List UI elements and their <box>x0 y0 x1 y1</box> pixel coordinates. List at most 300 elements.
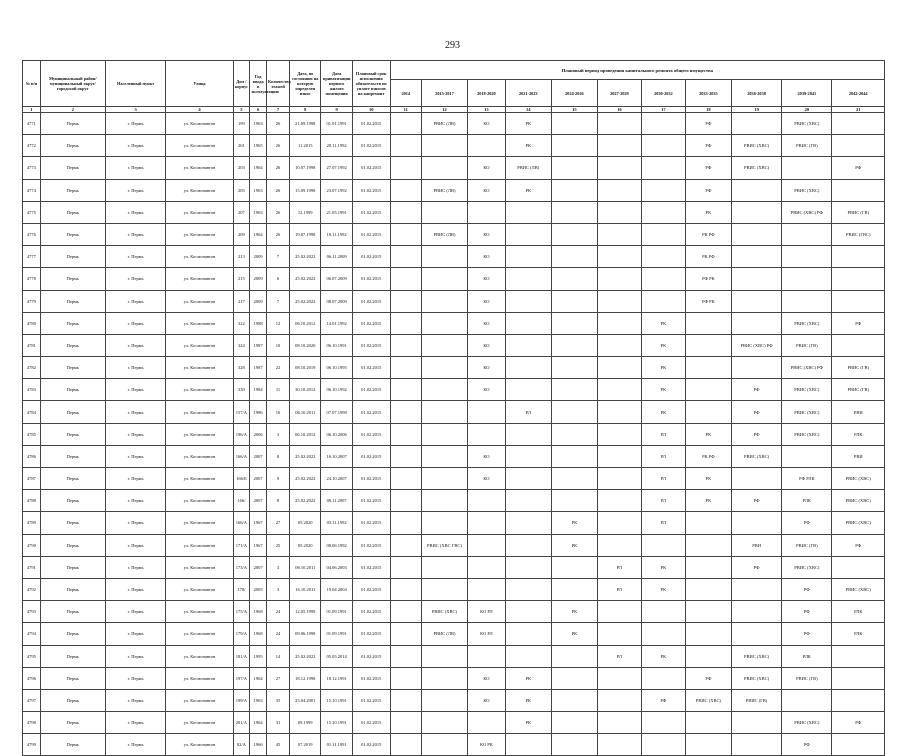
period-cell <box>641 246 685 268</box>
header-planned-deadline: Плановый срок исполнения обязательств по уплате взносов на капремонт <box>352 61 390 107</box>
planned-deadline-cell: 01.02.2015 <box>352 246 390 268</box>
floors-cell: 35 <box>267 689 290 711</box>
period-cell <box>641 223 685 245</box>
street-cell: ул. Космонавтов <box>166 312 233 334</box>
period-cell <box>421 246 467 268</box>
period-cell <box>551 201 597 223</box>
date-privatization-cell: 16.10.2007 <box>321 445 352 467</box>
period-cell: КО <box>468 113 506 135</box>
row-number: 4793 <box>23 601 41 623</box>
period-cell <box>505 534 551 556</box>
period-cell <box>597 379 641 401</box>
date-privatization-cell: 07.07.1998 <box>321 401 352 423</box>
period-cell: КО <box>468 179 506 201</box>
period-cell <box>832 689 885 711</box>
settlement-cell: г. Пермь <box>105 290 166 312</box>
period-cell: РФ <box>782 512 832 534</box>
period-cell <box>421 312 467 334</box>
period-cell: РФ <box>832 712 885 734</box>
street-cell: ул. Космонавтов <box>166 113 233 135</box>
row-number: 4787 <box>23 468 41 490</box>
period-cell <box>505 623 551 645</box>
date-emergency-cell: 07.2019 <box>290 734 321 756</box>
period-cell: РФ <box>832 534 885 556</box>
year-built-cell: 1964 <box>250 712 267 734</box>
period-cell <box>782 157 832 179</box>
row-number: 4798 <box>23 712 41 734</box>
period-cell: РВИС (ХВС) <box>731 157 781 179</box>
header-year-built: Год ввода в эксплуатацию <box>250 61 267 107</box>
date-privatization-cell: 15.10.1991 <box>321 712 352 734</box>
period-cell <box>597 468 641 490</box>
street-cell: ул. Космонавтов <box>166 623 233 645</box>
house-cell: 179/А <box>233 623 250 645</box>
period-cell: РК <box>641 578 685 600</box>
period-cell: РФ <box>685 667 731 689</box>
period-cell <box>421 201 467 223</box>
date-privatization-cell: 08.06.1992 <box>321 534 352 556</box>
floors-cell: 14 <box>267 645 290 667</box>
house-cell: 201 <box>233 135 250 157</box>
period-cell: РК <box>551 601 597 623</box>
period-cell <box>832 179 885 201</box>
period-cell: РВИС (ГВ) <box>782 135 832 157</box>
period-cell <box>597 490 641 512</box>
period-cell: РВИС (ЛВ) <box>505 157 551 179</box>
period-cell: РК <box>505 667 551 689</box>
floors-cell: 26 <box>267 135 290 157</box>
period-cell <box>597 667 641 689</box>
period-cell <box>551 312 597 334</box>
settlement-cell: г. Пермь <box>105 623 166 645</box>
municipality-cell: Пермь <box>40 468 105 490</box>
header-period: 2036-2038 <box>731 80 781 107</box>
table-row <box>23 379 885 401</box>
period-cell <box>832 268 885 290</box>
period-cell <box>390 379 421 401</box>
column-number: 12 <box>421 107 467 113</box>
period-cell <box>505 468 551 490</box>
column-number: 21 <box>832 107 885 113</box>
year-built-cell: 1987 <box>250 357 267 379</box>
column-number: 15 <box>551 107 597 113</box>
planned-deadline-cell: 01.02.2015 <box>352 667 390 689</box>
column-number: 3 <box>105 107 166 113</box>
year-built-cell: 1964 <box>250 667 267 689</box>
period-cell: РВИС (ХВС) <box>731 445 781 467</box>
period-cell <box>641 601 685 623</box>
table-row <box>23 645 885 667</box>
period-cell: РВИС (ХВС) РФ <box>731 334 781 356</box>
date-privatization-cell: 20.11.1992 <box>321 135 352 157</box>
house-cell: 171/А <box>233 534 250 556</box>
period-cell: РЛ <box>641 468 685 490</box>
period-cell <box>641 113 685 135</box>
date-emergency-cell: 12.05.1999 <box>290 601 321 623</box>
period-cell: РВИС (ХВС) <box>782 401 832 423</box>
period-cell: РВИС (ГВ) <box>782 334 832 356</box>
row-number: 4778 <box>23 268 41 290</box>
period-cell <box>597 312 641 334</box>
date-privatization-cell: 21.05.1991 <box>321 201 352 223</box>
column-number: 1 <box>23 107 41 113</box>
year-built-cell: 1963 <box>250 689 267 711</box>
period-cell: КО <box>468 357 506 379</box>
period-cell <box>597 268 641 290</box>
year-built-cell: 1965 <box>250 135 267 157</box>
settlement-cell: г. Пермь <box>105 179 166 201</box>
municipality-cell: Пермь <box>40 379 105 401</box>
table-row <box>23 246 885 268</box>
period-cell: РВИС (ХВС) <box>782 423 832 445</box>
period-cell <box>505 246 551 268</box>
municipality-cell: Пермь <box>40 201 105 223</box>
date-privatization-cell: 05.05.2014 <box>321 645 352 667</box>
period-cell <box>597 135 641 157</box>
period-cell: РВИС (ЛВ) <box>421 113 467 135</box>
period-cell: РК <box>641 379 685 401</box>
period-cell <box>597 445 641 467</box>
date-emergency-cell: 25.02.2022 <box>290 290 321 312</box>
date-privatization-cell: 04.06.2003 <box>321 556 352 578</box>
table-row <box>23 556 885 578</box>
period-cell <box>641 201 685 223</box>
row-number: 4790 <box>23 534 41 556</box>
planned-deadline-cell: 01.02.2015 <box>352 512 390 534</box>
period-cell <box>641 179 685 201</box>
date-emergency-cell: 06.10.2011 <box>290 556 321 578</box>
settlement-cell: г. Пермь <box>105 645 166 667</box>
period-cell <box>468 423 506 445</box>
period-cell <box>551 401 597 423</box>
planned-deadline-cell: 01.02.2015 <box>352 468 390 490</box>
year-built-cell: 1986 <box>250 401 267 423</box>
period-cell <box>685 556 731 578</box>
period-cell <box>505 312 551 334</box>
period-cell: РК РФ <box>685 246 731 268</box>
table-row <box>23 201 885 223</box>
period-cell: РК <box>505 689 551 711</box>
period-cell: РВИС (ХВС) <box>685 689 731 711</box>
year-built-cell: 1988 <box>250 312 267 334</box>
floors-cell: 27 <box>267 512 290 534</box>
date-emergency-cell: 19.07.1998 <box>290 223 321 245</box>
settlement-cell: г. Пермь <box>105 312 166 334</box>
period-cell: РВИС (ЛВ) <box>421 623 467 645</box>
date-privatization-cell: 01.01.1991 <box>321 113 352 135</box>
period-cell: РВИС (ГВ) <box>832 379 885 401</box>
street-cell: ул. Космонавтов <box>166 401 233 423</box>
date-privatization-cell: 15.10.1991 <box>321 689 352 711</box>
date-privatization-cell: 06.10.1992 <box>321 379 352 401</box>
planned-deadline-cell: 01.02.2015 <box>352 113 390 135</box>
period-cell <box>390 401 421 423</box>
planned-deadline-cell: 01.02.2015 <box>352 490 390 512</box>
period-cell: РЛ <box>641 490 685 512</box>
year-built-cell: 1963 <box>250 113 267 135</box>
period-cell: РФ <box>731 490 781 512</box>
street-cell: ул. Космонавтов <box>166 268 233 290</box>
period-cell <box>505 490 551 512</box>
period-cell <box>551 179 597 201</box>
house-cell: 203 <box>233 157 250 179</box>
period-cell <box>505 512 551 534</box>
period-cell <box>505 223 551 245</box>
period-cell <box>641 534 685 556</box>
municipality-cell: Пермь <box>40 423 105 445</box>
municipality-cell: Пермь <box>40 334 105 356</box>
period-cell <box>685 512 731 534</box>
date-emergency-cell: 09.06.1998 <box>290 623 321 645</box>
period-cell <box>468 201 506 223</box>
period-cell <box>468 401 506 423</box>
period-cell <box>421 645 467 667</box>
period-cell <box>390 445 421 467</box>
period-cell: РК <box>641 312 685 334</box>
house-cell: 166/ <box>233 490 250 512</box>
row-number: 4775 <box>23 201 41 223</box>
period-cell: РФ <box>782 578 832 600</box>
period-cell <box>641 734 685 756</box>
period-cell <box>421 157 467 179</box>
period-cell <box>421 334 467 356</box>
date-emergency-cell: 16.10.2011 <box>290 578 321 600</box>
date-emergency-cell: 10.07.1998 <box>290 157 321 179</box>
period-cell: РВИС (ХВС) <box>782 556 832 578</box>
floors-cell: 11 <box>267 379 290 401</box>
period-cell: РВИС (ХВС) <box>832 512 885 534</box>
period-cell <box>731 246 781 268</box>
period-cell: РК <box>641 357 685 379</box>
period-cell: РФ <box>782 623 832 645</box>
street-cell: ул. Космонавтов <box>166 689 233 711</box>
period-cell <box>390 734 421 756</box>
column-number: 16 <box>597 107 641 113</box>
settlement-cell: г. Пермь <box>105 401 166 423</box>
period-cell <box>468 534 506 556</box>
floors-cell: 16 <box>267 401 290 423</box>
municipality-cell: Пермь <box>40 667 105 689</box>
period-cell: РЛ <box>641 512 685 534</box>
municipality-cell: Пермь <box>40 689 105 711</box>
year-built-cell: 1987 <box>250 334 267 356</box>
period-cell <box>685 734 731 756</box>
period-cell: КО <box>468 246 506 268</box>
house-cell: 166/А <box>233 445 250 467</box>
period-cell: КО <box>468 268 506 290</box>
house-cell: 322 <box>233 312 250 334</box>
header-period-title: Плановый период проведения капитального ремонта общего имущества <box>390 61 884 80</box>
period-cell <box>731 223 781 245</box>
period-cell <box>641 290 685 312</box>
period-cell: КО <box>468 157 506 179</box>
date-emergency-cell: 23.04.2001 <box>290 689 321 711</box>
settlement-cell: г. Пермь <box>105 445 166 467</box>
period-cell <box>731 468 781 490</box>
municipality-cell: Пермь <box>40 734 105 756</box>
street-cell: ул. Космонавтов <box>166 334 233 356</box>
period-cell: РФ <box>685 113 731 135</box>
period-cell <box>421 268 467 290</box>
planned-deadline-cell: 01.02.2015 <box>352 423 390 445</box>
header-settlement: Населенный пункт <box>105 61 166 107</box>
period-cell <box>421 556 467 578</box>
row-number: 4776 <box>23 223 41 245</box>
street-cell: ул. Космонавтов <box>166 512 233 534</box>
row-number: 4797 <box>23 689 41 711</box>
period-cell: РФ РК <box>685 268 731 290</box>
period-cell <box>505 379 551 401</box>
period-cell <box>505 601 551 623</box>
floors-cell: 26 <box>267 157 290 179</box>
period-cell <box>421 512 467 534</box>
date-emergency-cell: 25.02.2022 <box>290 490 321 512</box>
date-privatization-cell: 19.04.2004 <box>321 578 352 600</box>
period-cell <box>551 135 597 157</box>
period-cell: РК <box>641 556 685 578</box>
period-cell <box>551 667 597 689</box>
period-cell <box>731 268 781 290</box>
floors-cell: 26 <box>267 201 290 223</box>
period-cell: КО <box>468 223 506 245</box>
municipality-cell: Пермь <box>40 712 105 734</box>
floors-cell: 7 <box>267 290 290 312</box>
house-cell: 181/А <box>233 645 250 667</box>
date-emergency-cell: 25.02.2022 <box>290 246 321 268</box>
municipality-cell: Пермь <box>40 623 105 645</box>
floors-cell: 8 <box>267 490 290 512</box>
period-cell: РВИС (ХВС) <box>832 578 885 600</box>
table-row <box>23 667 885 689</box>
period-cell <box>421 734 467 756</box>
period-cell: РФ <box>641 689 685 711</box>
settlement-cell: г. Пермь <box>105 379 166 401</box>
period-cell <box>505 645 551 667</box>
floors-cell: 8 <box>267 445 290 467</box>
period-cell: РЛ <box>641 423 685 445</box>
column-number: 6 <box>250 107 267 113</box>
period-cell <box>551 490 597 512</box>
period-cell: РЛК <box>782 490 832 512</box>
date-emergency-cell: 05.2020 <box>290 534 321 556</box>
floors-cell: 25 <box>267 534 290 556</box>
period-cell <box>390 246 421 268</box>
date-privatization-cell: 01.09.1991 <box>321 601 352 623</box>
period-cell: РК <box>505 179 551 201</box>
period-cell <box>390 468 421 490</box>
table-row <box>23 357 885 379</box>
period-cell <box>685 578 731 600</box>
period-cell: РФ <box>731 401 781 423</box>
row-number: 4795 <box>23 645 41 667</box>
street-cell: ул. Космонавтов <box>166 157 233 179</box>
house-cell: 207 <box>233 201 250 223</box>
period-cell <box>731 357 781 379</box>
period-cell <box>390 157 421 179</box>
municipality-cell: Пермь <box>40 645 105 667</box>
capital-repair-table <box>22 60 885 756</box>
floors-cell: 10 <box>267 334 290 356</box>
period-cell: РВИС (ГВ) <box>731 689 781 711</box>
period-cell <box>782 445 832 467</box>
row-number: 4791 <box>23 556 41 578</box>
house-cell: 175/А <box>233 601 250 623</box>
table-row <box>23 712 885 734</box>
period-cell <box>731 312 781 334</box>
period-cell <box>421 401 467 423</box>
period-cell <box>421 667 467 689</box>
period-cell: РФ <box>782 734 832 756</box>
house-cell: 213 <box>233 246 250 268</box>
table-row <box>23 734 885 756</box>
period-cell <box>468 556 506 578</box>
period-cell: РВИ <box>832 401 885 423</box>
planned-deadline-cell: 01.02.2015 <box>352 401 390 423</box>
period-cell: РК <box>685 423 731 445</box>
table-row <box>23 423 885 445</box>
period-cell <box>832 556 885 578</box>
period-cell: РФ <box>731 423 781 445</box>
period-cell <box>551 423 597 445</box>
period-cell: РВИС (ХВС) <box>782 712 832 734</box>
period-cell <box>505 268 551 290</box>
floors-cell: 22 <box>267 357 290 379</box>
period-cell <box>731 512 781 534</box>
row-number: 4789 <box>23 512 41 534</box>
period-cell <box>551 268 597 290</box>
row-number: 4772 <box>23 135 41 157</box>
settlement-cell: г. Пермь <box>105 601 166 623</box>
row-number: 4796 <box>23 667 41 689</box>
row-number: 4779 <box>23 290 41 312</box>
period-cell <box>782 689 832 711</box>
street-cell: ул. Космонавтов <box>166 201 233 223</box>
row-number: 4786 <box>23 445 41 467</box>
period-cell: РВИС (ЛВ) <box>421 179 467 201</box>
street-cell: ул. Космонавтов <box>166 223 233 245</box>
year-built-cell: 1967 <box>250 512 267 534</box>
period-cell <box>468 645 506 667</box>
street-cell: ул. Космонавтов <box>166 290 233 312</box>
period-cell <box>597 512 641 534</box>
table-row <box>23 157 885 179</box>
settlement-cell: г. Пермь <box>105 268 166 290</box>
period-cell <box>390 223 421 245</box>
settlement-cell: г. Пермь <box>105 334 166 356</box>
floors-cell: 27 <box>267 667 290 689</box>
date-privatization-cell: 18.12.1991 <box>321 667 352 689</box>
row-number: 4799 <box>23 734 41 756</box>
date-privatization-cell: 06.07.2009 <box>321 268 352 290</box>
floors-cell: 24 <box>267 623 290 645</box>
column-number: 17 <box>641 107 685 113</box>
settlement-cell: г. Пермь <box>105 223 166 245</box>
date-emergency-cell: 08.10.2019 <box>290 357 321 379</box>
municipality-cell: Пермь <box>40 357 105 379</box>
year-built-cell: 2009 <box>250 290 267 312</box>
period-cell <box>421 490 467 512</box>
period-cell: РВИС (ХВС) <box>731 135 781 157</box>
date-emergency-cell: 06.10.2012 <box>290 312 321 334</box>
year-built-cell: 1995 <box>250 645 267 667</box>
street-cell: ул. Космонавтов <box>166 379 233 401</box>
header-period: 2024-2026 <box>551 80 597 107</box>
column-number: 4 <box>166 107 233 113</box>
period-cell: РФ <box>685 179 731 201</box>
column-number: 11 <box>390 107 421 113</box>
period-cell <box>782 223 832 245</box>
house-cell: 209 <box>233 223 250 245</box>
